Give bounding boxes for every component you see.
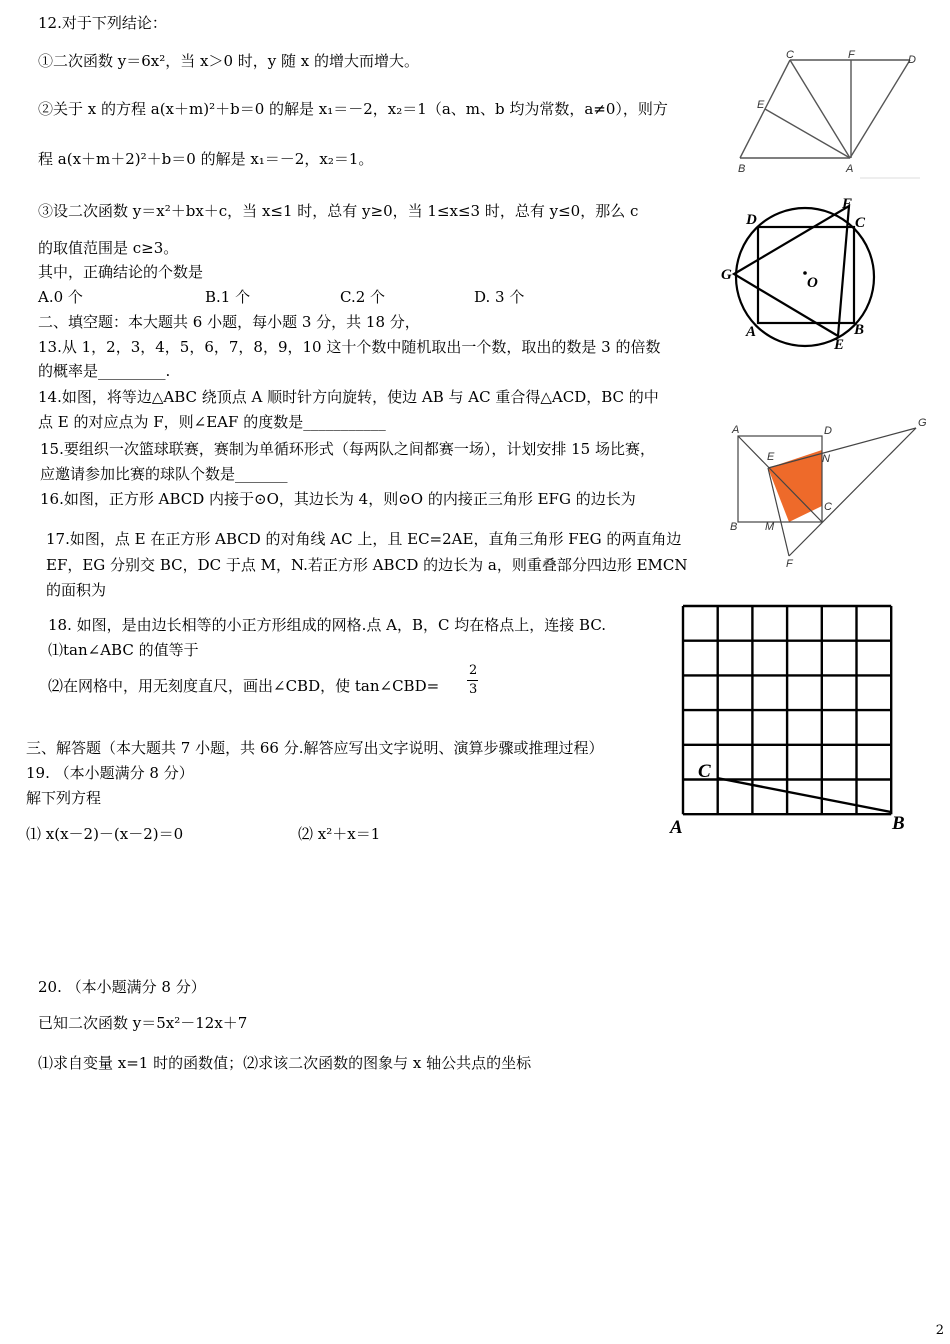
figure-q14-rotation	[730, 48, 925, 183]
q19-equation-2: ⑵ x²＋x＝1	[298, 825, 381, 843]
q12-statement-3b: 的取值范围是 c≥3。	[38, 239, 179, 257]
fig14-edge-ea	[765, 109, 850, 158]
q19-equation-1: ⑴ x(x－2)－(x－2)＝0	[26, 825, 184, 843]
fig18-segment-cb	[717, 778, 891, 812]
q19-title: 19. （本小题满分 8 分）	[26, 764, 194, 782]
q13-line-1: 13.从 1，2，3，4，5，6，7，8，9，10 这十个数中随机取出一个数，取出的数是 3 的倍数	[38, 338, 661, 356]
fig14-edge-ca	[790, 60, 850, 158]
fig17-label-g: G	[918, 417, 927, 429]
q12-option-d: D. 3 个	[474, 288, 525, 306]
q18-fraction-bar	[467, 680, 478, 681]
fig14-label-c: C	[786, 49, 794, 61]
fig17-label-f: F	[786, 558, 793, 570]
q12-option-b: B.1 个	[205, 288, 251, 306]
fig16-label-g: G	[721, 267, 732, 283]
figure-q18-grid	[666, 600, 916, 840]
fig14-label-a: A	[846, 163, 854, 175]
q12-statement-3a: ③设二次函数 y＝x²＋bx＋c，当 x≤1 时，总有 y≥0，当 1≤x≤3 时，总有 y≤0，那么 c	[38, 202, 639, 220]
q19-desc: 解下列方程	[26, 789, 102, 807]
fig14-label-f: F	[848, 49, 855, 61]
fig17-label-a: A	[732, 424, 740, 436]
q17-line-1: 17.如图，点 E 在正方形 ABCD 的对角线 AC 上，且 EC=2AE，直角三角形 FEG 的两直角边	[46, 530, 682, 548]
q12-statement-1: ①二次函数 y＝6x²，当 x＞0 时，y 随 x 的增大而增大。	[38, 52, 420, 70]
q12-title: 12.对于下列结论：	[38, 14, 167, 32]
q12-option-c: C.2 个	[340, 288, 386, 306]
fig16-label-d: D	[746, 212, 757, 228]
q13-line-2: 的概率是_________.	[38, 362, 171, 380]
fig17-label-m: M	[765, 521, 775, 533]
fig18-label-b: B	[892, 813, 905, 834]
q18-fraction-denominator: 3	[469, 682, 478, 697]
fig16-label-b: B	[854, 322, 865, 338]
fig16-label-e: E	[834, 337, 845, 353]
q20-ask: ⑴求自变量 x=1 时的函数值；⑵求该二次函数的图象与 x 轴公共点的坐标	[38, 1054, 532, 1072]
section2-heading: 二、填空题：本大题共 6 小题，每小题 3 分，共 18 分，	[38, 313, 420, 331]
q17-line-3: 的面积为	[46, 581, 107, 599]
q12-statement-2b: 程 a(x＋m＋2)²＋b＝0 的解是 x₁＝－2，x₂＝1。	[38, 150, 374, 168]
q14-line-2: 点 E 的对应点为 F，则∠EAF 的度数是___________	[38, 413, 386, 431]
fig16-label-a: A	[746, 324, 757, 340]
fig17-edge-eg	[768, 428, 916, 468]
q18-fraction-numerator: 2	[469, 663, 478, 678]
fig17-label-b: B	[730, 521, 738, 533]
page-number: 2	[935, 1323, 944, 1338]
q18-line-2: ⑴tan∠ABC 的值等于	[48, 641, 199, 659]
fig16-label-f: F	[842, 196, 853, 212]
fig18-label-a: A	[670, 817, 683, 838]
q16-line-1: 16.如图，正方形 ABCD 内接于⊙O，其边长为 4，则⊙O 的内接正三角形 EFG 的边长为	[40, 490, 636, 508]
fig18-grid-lines	[683, 606, 891, 814]
fig16-label-o: O	[807, 275, 818, 291]
q15-line-2: 应邀请参加比赛的球队个数是_______	[40, 465, 288, 483]
figure-q16-circle	[718, 190, 888, 360]
q18-line-1: 18. 如图，是由边长相等的小正方形组成的网格.点 A，B，C 均在格点上，连接 BC.	[48, 616, 607, 634]
fig14-label-d: D	[908, 54, 916, 66]
q12-option-a: A.0 个	[38, 288, 83, 306]
fig17-label-n: N	[822, 453, 830, 465]
fig14-edge-da	[850, 60, 910, 158]
section3-heading: 三、解答题（本大题共 7 小题，共 66 分.解答应写出文字说明、演算步骤或推理过程）	[26, 739, 604, 757]
q15-line-1: 15.要组织一次篮球联赛，赛制为单循环形式（每两队之间都赛一场），计划安排 15 场比赛，	[40, 440, 655, 458]
fig17-label-e: E	[767, 451, 775, 463]
q18-line-3: ⑵在网格中，用无刻度直尺，画出∠CBD，使 tan∠CBD=	[48, 677, 440, 695]
q20-title: 20. （本小题满分 8 分）	[38, 978, 206, 996]
fig18-label-c: C	[698, 761, 711, 782]
q20-desc: 已知二次函数 y＝5x²－12x＋7	[38, 1014, 248, 1032]
fig17-label-d: D	[824, 425, 832, 437]
figure-q17-square	[726, 412, 936, 572]
fig17-label-c: C	[824, 501, 832, 513]
q17-line-2: EF，EG 分别交 BC，DC 于点 M，N.若正方形 ABCD 的边长为 a，则重叠部分四边形 EMCN	[46, 556, 688, 574]
fig14-label-e: E	[757, 99, 765, 111]
fig14-label-b: B	[738, 163, 746, 175]
q14-line-1: 14.如图，将等边△ABC 绕顶点 A 顺时针方向旋转，使边 AB 与 AC 重合得△ACD，BC 的中	[38, 388, 659, 406]
fig16-label-c: C	[855, 215, 866, 231]
q12-statement-2a: ②关于 x 的方程 a(x＋m)²＋b＝0 的解是 x₁＝－2，x₂＝1（a、m、b 均为常数，a≠0），则方	[38, 100, 668, 118]
q12-ask: 其中，正确结论的个数是	[38, 263, 204, 281]
